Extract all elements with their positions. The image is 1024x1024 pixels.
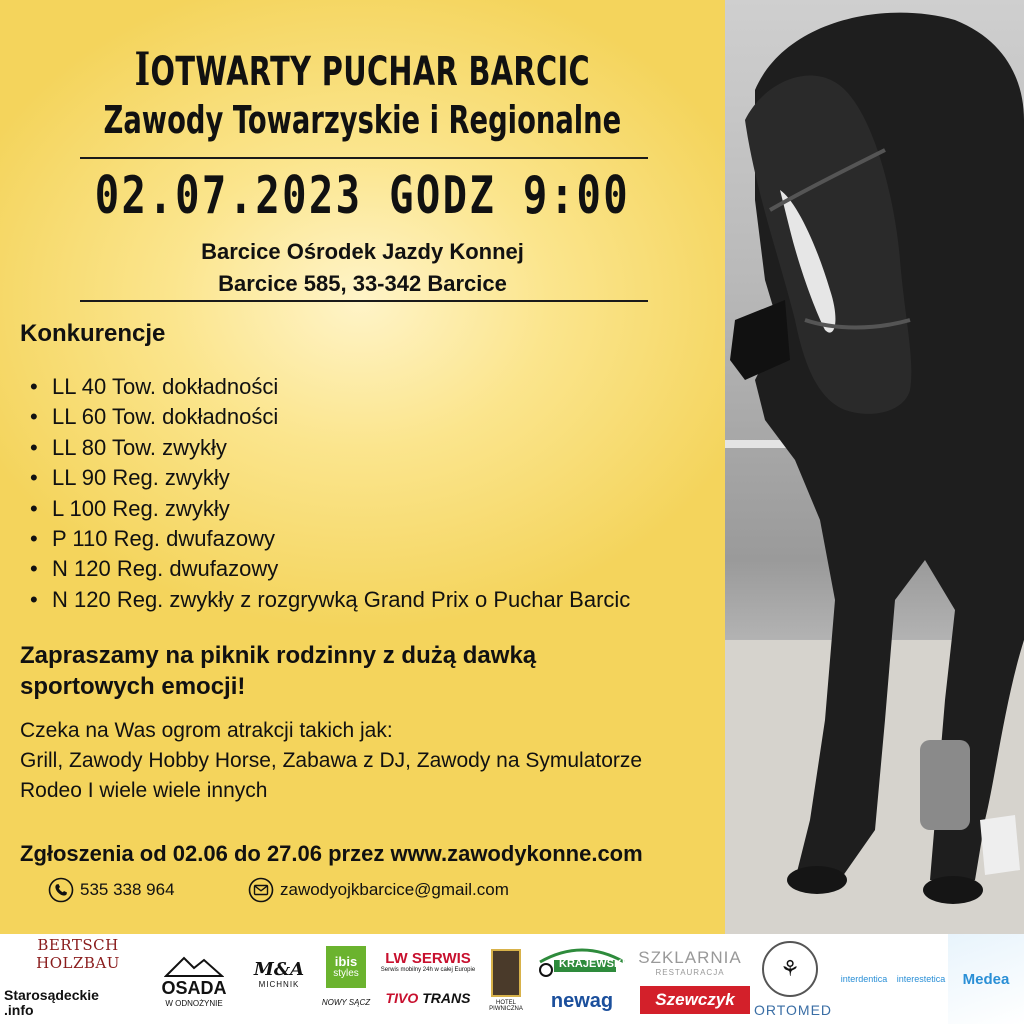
sponsor-name: interdentica [840,974,888,984]
list-item: • N 120 Reg. dwufazowy [20,554,630,584]
sponsor-name: SZKLARNIA [638,947,742,967]
event-datetime: 02.07.2023 GODZ 9:00 [94,166,630,226]
sponsor-logo-hotel-piwniczna[interactable] [482,940,530,1020]
attractions-line: Czeka na Was ogrom atrakcji takich jak: [20,719,393,742]
venue-address: Barcice 585, 33-342 Barcice [218,271,507,296]
sponsor-logo-ibis-location [318,992,374,1012]
event-title: IOTWARTY PUCHAR BARCIC [134,42,591,96]
sponsor-logo-ma[interactable] [240,944,318,1004]
invite-line: Zapraszamy na piknik rodzinny z dużą dawką [20,642,537,669]
sponsor-name: W ODNOŻYNIE [165,999,223,1008]
competitions-list [20,372,630,615]
sponsor-logo-medea[interactable] [948,934,1024,1024]
sponsor-name: M&A [253,959,305,980]
sponsor-name: interestetica [896,974,946,984]
list-item: • L 100 Reg. zwykły [20,494,630,524]
sponsor-name: HOTEL PIWNICZNA [489,999,523,1012]
contact-email[interactable] [248,877,509,903]
sponsor-logo-bertsch[interactable] [4,938,152,972]
sponsor-strip [0,934,1024,1024]
list-item: • LL 90 Reg. zwykły [20,463,630,493]
attractions-line: Rodeo I wiele wiele innych [20,779,268,802]
divider [80,157,648,159]
mountains-icon [164,954,224,978]
sponsor-name: TRANS [422,990,471,1006]
envelope-icon [248,877,274,903]
phone-number: 535 338 964 [80,880,175,899]
list-item: • P 110 Reg. dwufazowy [20,524,630,554]
sponsor-logo-osada[interactable] [154,942,234,1020]
registration-info: Zgłoszenia od 02.06 do 27.06 przez www.zawodykonne.com [20,841,643,866]
competitions-heading: Konkurencje [20,320,166,347]
sponsor-logo-ibis[interactable] [326,946,366,988]
sponsor-logo-interdentica[interactable] [838,964,890,994]
sponsor-name: MICHNIK [258,980,300,989]
sponsor-logo-tivo-trans[interactable] [378,986,478,1010]
horse-photo [725,0,1024,934]
list-item: • N 120 Reg. zwykły z rozgrywką Grand Prix o Puchar Barcic [20,585,630,615]
list-item: • LL 40 Tow. dokładności [20,372,630,402]
sponsor-name: KRAJEWSKI [559,958,626,970]
sponsor-logo-newag[interactable] [538,988,626,1014]
phone-icon [48,877,74,903]
list-item: • LL 80 Tow. zwykły [20,433,630,463]
sponsor-logo-starosadeckie[interactable] [4,986,110,1020]
sponsor-name: Szewczyk [655,990,735,1009]
picnic-invitation [20,640,660,702]
sponsor-name: BERTSCH HOLZBAU [36,936,120,972]
sponsor-logo-ortomed-emblem [756,936,824,1002]
sponsor-name: ORTOMED [753,1002,833,1018]
list-item: • LL 60 Tow. dokładności [20,402,630,432]
sponsor-logo-interestetica[interactable] [892,964,950,994]
carrot-icon: ⚘ [762,941,818,997]
sponsor-name: styles [333,968,359,979]
sponsor-name: .info [4,1002,34,1018]
sponsor-logo-szklarnia[interactable] [638,942,742,982]
sponsor-name: newag [550,989,614,1012]
sponsor-name: RESTAURACJA [655,967,725,977]
sponsor-name: ibis [334,954,358,969]
divider [80,300,648,302]
sponsor-name: Medea [962,970,1010,988]
email-address: zawodyojkbarcice@gmail.com [280,880,509,899]
sponsor-name: LW SERWIS [385,949,471,967]
attractions-text [20,716,720,806]
sponsor-logo-ortomed[interactable] [750,1000,836,1020]
sponsor-name: OSADA [161,978,227,998]
sponsor-name-krajewski [560,956,624,972]
hotel-emblem [491,949,521,997]
venue-name: Barcice Ośrodek Jazdy Konnej [201,239,524,264]
attractions-line: Grill, Zawody Hobby Horse, Zabawa z DJ, Zawody na Symulatorze [20,749,643,772]
sponsor-name: Serwis mobilny 24h w całej Europie [380,966,476,973]
sponsor-name: NOWY SĄCZ [321,997,371,1007]
sponsor-name: Starosądeckie [4,987,99,1003]
sponsor-logo-lw-serwis[interactable] [378,944,478,978]
sponsor-logo-szewczyk[interactable] [640,986,750,1014]
contact-phone[interactable] [48,877,175,903]
invite-line: sportowych emocji! [20,673,246,700]
sponsor-name: TIVO [385,990,419,1006]
event-subtitle: Zawody Towarzyskie i Regionalne [103,98,622,142]
